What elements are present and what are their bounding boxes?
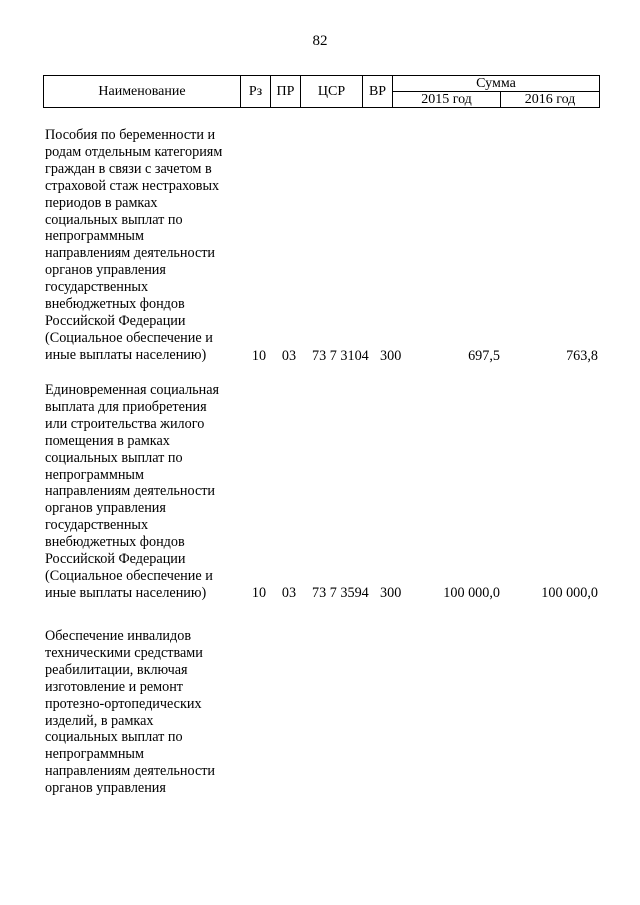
row-name xyxy=(45,382,260,602)
name-line: Обеспечение инвалидов xyxy=(45,628,192,644)
header-pr: ПР xyxy=(271,76,301,108)
name-line: Российской Федерации xyxy=(45,551,186,568)
name-line: органов управления xyxy=(45,262,166,279)
name-line: направлениям деятельности xyxy=(45,483,216,500)
name-line: родам отдельным категориям xyxy=(45,143,223,160)
name-line: помещения в рамках xyxy=(45,432,170,449)
name-line: направлениям деятельности xyxy=(45,245,216,262)
name-line: органов управления xyxy=(45,780,166,797)
header-rz: Рз xyxy=(241,76,271,108)
name-line: непрограммным xyxy=(45,466,144,483)
header-name: Наименование xyxy=(44,76,241,108)
row-csr: 73 7 3594 xyxy=(312,585,369,601)
name-line: протезно-ортопедических xyxy=(45,695,202,712)
name-line: органов управления xyxy=(45,500,166,517)
row-name xyxy=(45,628,260,797)
row-csr: 73 7 3104 xyxy=(312,348,369,364)
row-pr: 03 xyxy=(281,585,297,601)
row-rz: 10 xyxy=(251,585,267,601)
name-line: непрограммным xyxy=(45,228,144,245)
name-line: иные выплаты населению) xyxy=(45,346,207,363)
name-line: социальных выплат по xyxy=(45,729,183,746)
name-line: социальных выплат по xyxy=(45,449,183,466)
name-line: социальных выплат по xyxy=(45,211,183,228)
row-sum-2015: 100 000,0 xyxy=(443,585,500,601)
row-rz: 10 xyxy=(251,348,267,364)
name-line: или строительства жилого xyxy=(45,415,205,432)
name-line: Пособия по беременности и xyxy=(45,127,216,143)
row-sum-2015: 697,5 xyxy=(468,348,500,364)
header-year-2016: 2016 год xyxy=(501,92,600,108)
name-line: Единовременная социальная xyxy=(45,382,220,398)
name-line: изготовление и ремонт xyxy=(45,678,183,695)
row-name xyxy=(45,127,260,364)
header-year-2015: 2015 год xyxy=(393,92,501,108)
name-line: Российской Федерации xyxy=(45,312,186,329)
name-line: техническими средствами xyxy=(45,644,203,661)
name-line: периодов в рамках xyxy=(45,194,158,211)
name-line: граждан в связи с зачетом в xyxy=(45,160,212,177)
header-vr: ВР xyxy=(363,76,393,108)
name-line: внебюджетных фондов xyxy=(45,296,185,313)
name-line: изделий, в рамках xyxy=(45,712,154,729)
name-line: направлениям деятельности xyxy=(45,763,216,780)
name-line: государственных xyxy=(45,517,149,534)
row-vr: 300 xyxy=(380,585,402,601)
name-line: (Социальное обеспечение и xyxy=(45,567,213,584)
row-vr: 300 xyxy=(380,348,402,364)
name-line: иные выплаты населению) xyxy=(45,584,207,601)
name-line: реабилитации, включая xyxy=(45,661,188,678)
name-line: выплата для приобретения xyxy=(45,398,207,415)
name-line: страховой стаж нестраховых xyxy=(45,177,220,194)
name-line: непрограммным xyxy=(45,746,144,763)
name-line: внебюджетных фондов xyxy=(45,534,185,551)
row-sum-2016: 763,8 xyxy=(566,348,598,364)
row-sum-2016: 100 000,0 xyxy=(541,585,598,601)
name-line: государственных xyxy=(45,279,149,296)
page-number: 82 xyxy=(312,33,328,49)
table-header xyxy=(43,75,600,108)
header-csr: ЦСР xyxy=(301,76,363,108)
name-line: (Социальное обеспечение и xyxy=(45,329,213,346)
header-sum: Сумма xyxy=(393,76,600,92)
row-pr: 03 xyxy=(281,348,297,364)
